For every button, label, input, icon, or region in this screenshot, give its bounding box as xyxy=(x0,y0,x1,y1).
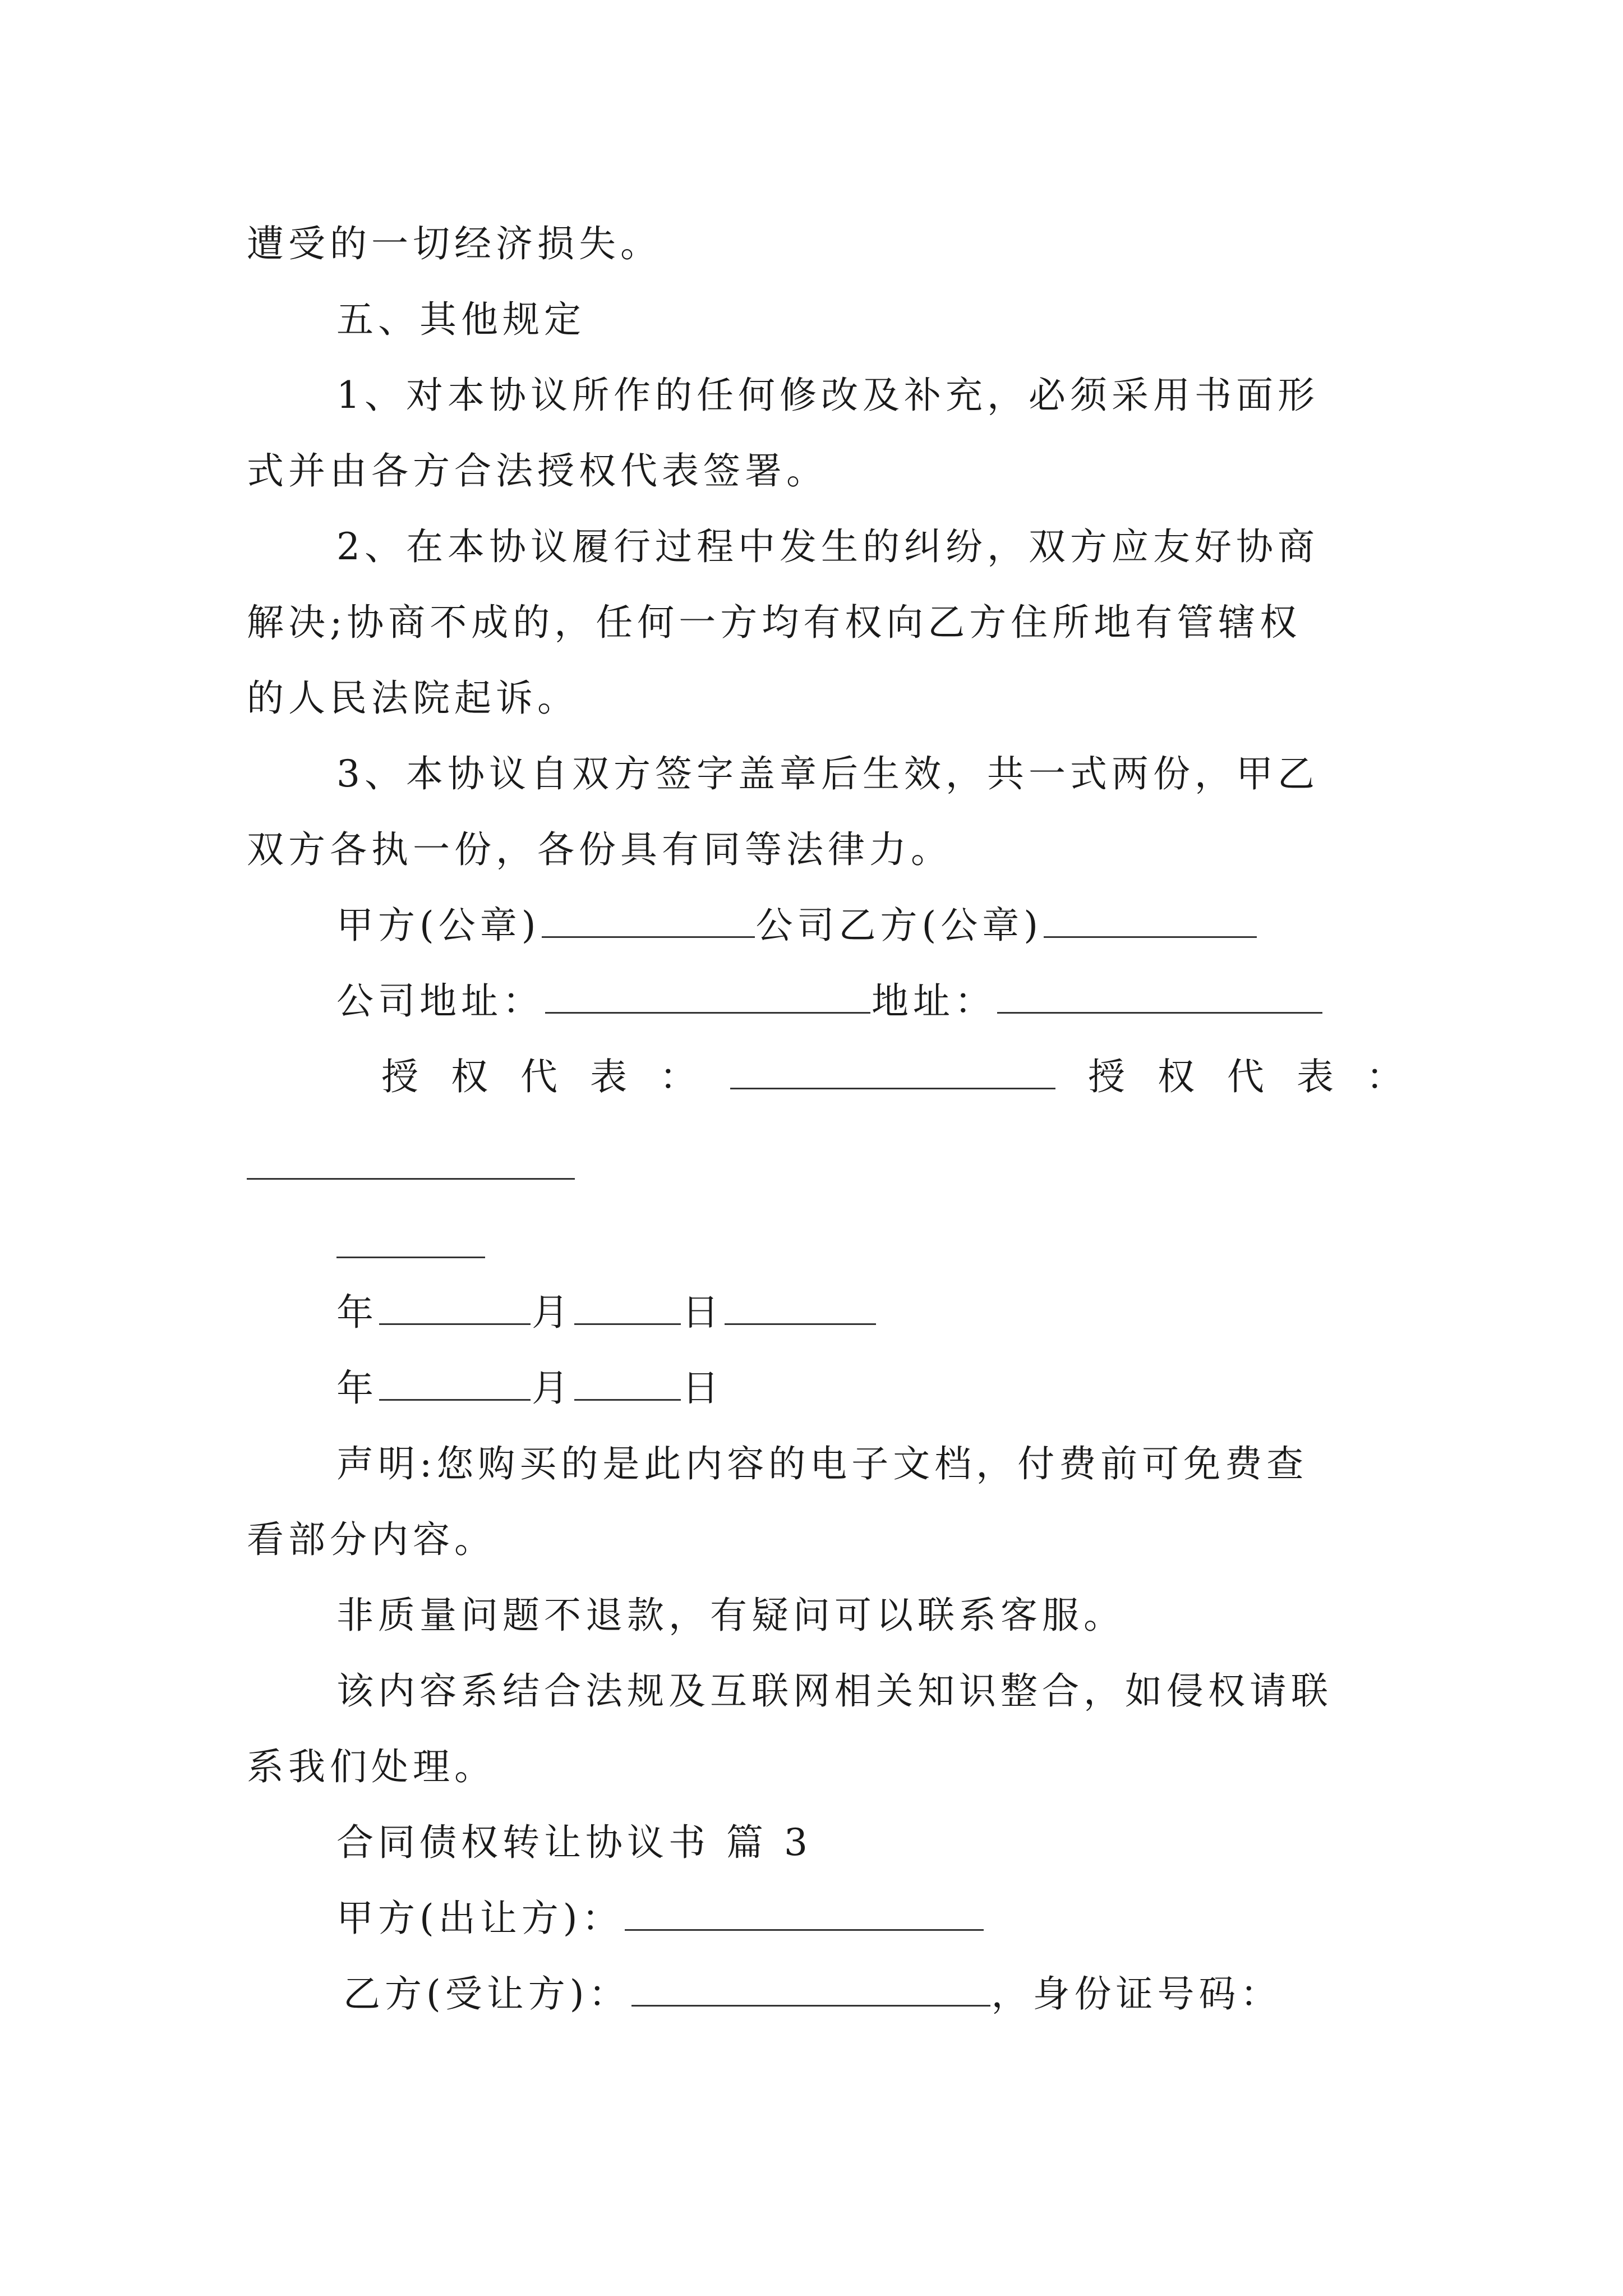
auth-rep-char: 授 xyxy=(1088,1055,1125,1098)
year-label: 年 xyxy=(336,1291,378,1334)
party-b-line xyxy=(343,1972,1282,2017)
text-line: 2、在本协议履行过程中发生的纠纷，双方应友好协商 xyxy=(336,525,1319,568)
auth-rep-char: 权 xyxy=(1158,1055,1195,1098)
auth-rep-char: 表 xyxy=(590,1055,627,1098)
party-b-seal-blank[interactable] xyxy=(1044,905,1257,938)
section-heading: 五、其他规定 xyxy=(336,298,585,341)
party-b-transferee-label: 乙方(受让方)： xyxy=(343,1972,630,2016)
notice-line: 该内容系结合法规及互联网相关知识整合，如侵权请联 xyxy=(336,1669,1332,1713)
section-title: 合同债权转让协议书 篇 3 xyxy=(336,1821,812,1864)
text-line: 式并由各方合法授权代表签署。 xyxy=(247,449,828,493)
party-a-line xyxy=(336,1896,985,1941)
party-b-representative-blank[interactable] xyxy=(247,1178,575,1180)
party-b-seal-label: 公司乙方(公章) xyxy=(755,904,1043,947)
auth-rep-char: 权 xyxy=(451,1055,488,1098)
party-a-representative-blank[interactable] xyxy=(730,1056,1055,1089)
id-number-label: ，身份证号码： xyxy=(991,1972,1282,2016)
signature-line-seals xyxy=(336,903,1258,948)
auth-rep-char: 代 xyxy=(1227,1055,1264,1098)
auth-rep-char: 代 xyxy=(520,1055,557,1098)
month-label: 月 xyxy=(532,1291,573,1334)
signature-line-address xyxy=(336,979,1324,1024)
day-label: 日 xyxy=(682,1366,723,1410)
month-blank[interactable] xyxy=(574,1292,681,1325)
auth-rep-char: 授 xyxy=(381,1055,418,1098)
text-line: 3、本协议自双方签字盖章后生效，共一式两份，甲乙 xyxy=(336,752,1319,795)
day-label: 日 xyxy=(682,1291,723,1334)
party-a-seal-blank[interactable] xyxy=(542,905,755,938)
text-line: 的人民法院起诉。 xyxy=(247,677,579,720)
company-address-label: 公司地址： xyxy=(336,979,544,1023)
month-blank[interactable] xyxy=(574,1368,681,1401)
signature-line-representative xyxy=(381,1055,1403,1099)
party-a-transferor-label: 甲方(出让方)： xyxy=(336,1897,624,1940)
year-blank[interactable] xyxy=(379,1292,531,1325)
day-blank[interactable] xyxy=(725,1292,876,1325)
address-label: 地址： xyxy=(872,979,996,1023)
notice-line: 声明:您购买的是此内容的电子文档，付费前可免费查 xyxy=(336,1442,1308,1485)
date-line-a xyxy=(336,1290,877,1335)
text-line: 双方各执一份，各份具有同等法律力。 xyxy=(247,828,952,871)
year-blank[interactable] xyxy=(379,1368,531,1401)
date-line-b xyxy=(336,1366,723,1411)
text-line: 1、对本协议所作的任何修改及补充，必须采用书面形 xyxy=(336,374,1319,417)
text-line: 解决;协商不成的，任何一方均有权向乙方住所地有管辖权 xyxy=(247,601,1302,644)
auth-rep-char: ： xyxy=(1366,1055,1403,1098)
notice-line: 系我们处理。 xyxy=(247,1745,496,1788)
party-b-transferee-blank[interactable] xyxy=(631,1973,990,2007)
auth-rep-char: 表 xyxy=(1297,1055,1334,1098)
notice-line: 非质量问题不退款，有疑问可以联系客服。 xyxy=(336,1594,1125,1637)
notice-line: 看部分内容。 xyxy=(247,1518,496,1561)
party-a-seal-label: 甲方(公章) xyxy=(336,904,541,947)
party-a-transferor-blank[interactable] xyxy=(625,1898,984,1931)
representative-blank-continued[interactable] xyxy=(336,1257,485,1258)
address-blank[interactable] xyxy=(997,981,1322,1014)
text-line: 遭受的一切经济损失。 xyxy=(247,222,662,265)
month-label: 月 xyxy=(532,1366,573,1410)
year-label: 年 xyxy=(336,1366,378,1410)
auth-rep-char: ： xyxy=(660,1055,697,1098)
company-address-blank[interactable] xyxy=(545,981,870,1014)
